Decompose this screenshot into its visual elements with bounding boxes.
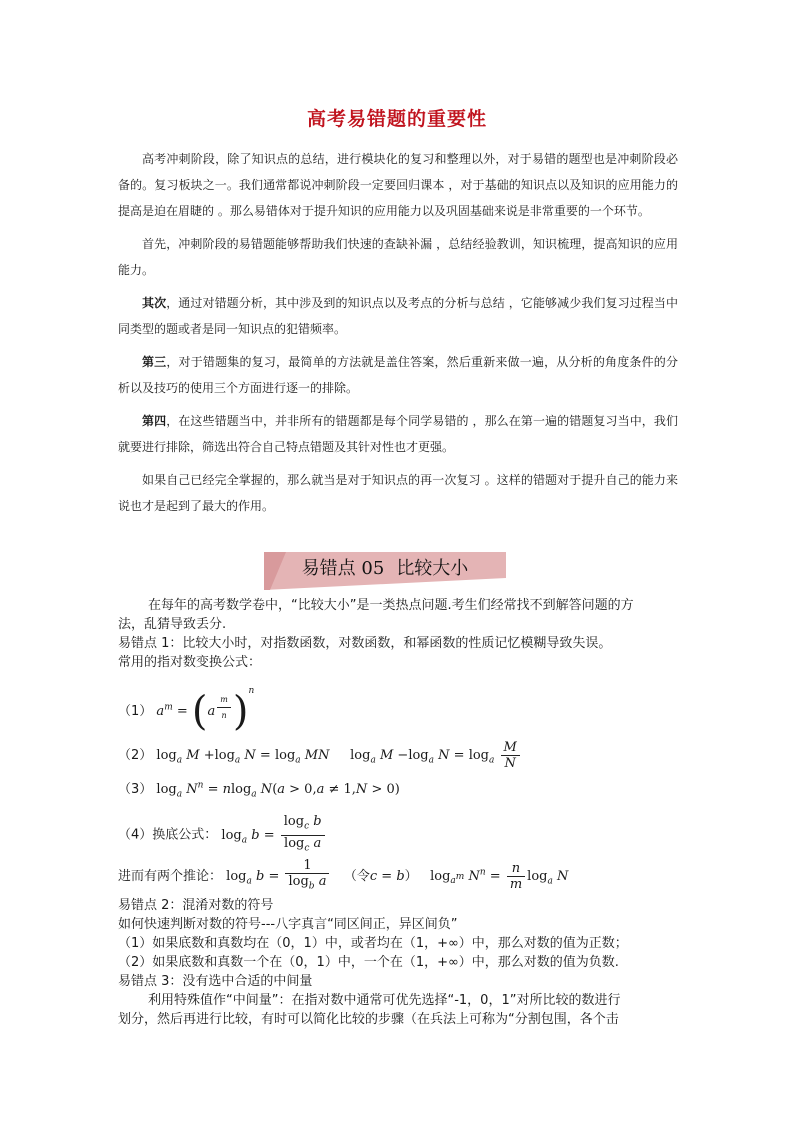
formula-2-label: （2） — [118, 748, 153, 763]
formula-4 — [118, 806, 680, 852]
intro-section — [118, 146, 678, 526]
page-title: 高考易错题的重要性 — [306, 108, 487, 130]
error-point-2: 易错点 2：混淆对数的符号 — [118, 898, 274, 913]
inference-note-open: （令 — [343, 868, 370, 884]
paragraph-body: ，对于错题集的复习，最简单的方法就是盖住答案，然后重新来做一遍，从分析的角度条件的分析以及技巧的使用三个方面进行逐一的排除。 — [118, 355, 678, 395]
formula-4-label: （4）换底公式： — [118, 827, 218, 843]
banner-topic: 比较大小 — [396, 558, 469, 579]
intro-paragraph-5 — [118, 408, 678, 460]
formula-3-expr: $\log_a N^n = nlog_a$ N(a > 0,a ≠ 1,N > 0) — [156, 780, 400, 800]
paragraph-lead: 第三 — [142, 355, 167, 369]
formulas-heading: 常用的指对数变换公式： — [118, 655, 262, 670]
intro-paragraph-6: 如果自己已经完全掌握的，那么就当是对于知识点的再一次复习 。这样的错题对于提升自己的能力来说也才是起到了最大的作用。 — [118, 473, 678, 513]
formula-1 — [118, 672, 680, 735]
paragraph-lead: 其次 — [142, 296, 167, 310]
error-point-3-line-2: 划分，然后再进行比较，有时可以简化比较的步骤（在兵法上可称为“分割包围，各个击 — [118, 1012, 619, 1027]
banner-text — [264, 552, 506, 590]
error-point-3-line-1: 利用特殊值作“中间量”：在指对数中通常可优先选择“-1，0，1”对所比较的数进行 — [148, 993, 621, 1008]
paragraph-lead: 第四 — [142, 414, 167, 428]
error-point-2-rule-2: （2）如果底数和真数一个在（0，1）中，一个在（1，+∞）中，那么对数的值为负数. — [118, 955, 619, 970]
paragraph-body: ，通过对错题分析，其中涉及到的知识点以及考点的分析与总结 ，它能够减少我们复习过程当中同类型的题或者是同一知识点的犯错频率。 — [118, 296, 678, 336]
inference-line — [118, 852, 680, 896]
formula-2-expr: $\log_a M +\log_a$ $N = \log_a$ MN $\log_a M -\log_a$ $N = \log_a$ $\frac{M}{N}$ — [156, 748, 521, 763]
inference-label: 进而有两个推论： — [118, 868, 223, 884]
paragraph-body: ，在这些错题当中，并非所有的错题都是每个同学易错的 ，那么在第一遍的错题复习当中，我们就要进行排除，筛选出符合自己特点错题及其针对性也才更强。 — [118, 414, 678, 454]
inference-note-expr: c = b — [369, 868, 405, 884]
intro-paragraph-1: 高考冲刺阶段，除了知识点的总结，进行模块化的复习和整理以外，对于易错的题型也是冲刺阶段必备的。复习板块之一。我们通常都说冲刺阶段一定要回归课本 ，对于基础的知识点以及知识的应用能力的提高是迫在眉睫的 。那么易错体对于提升知识的应用能力以及巩固基础来说是非常重要的一个环节。 — [118, 152, 678, 218]
formula-3-label: （3） — [118, 782, 153, 797]
formula-1-expr: $a^m = (a$ $^{\frac{m}{n}}$ )$^n$ — [156, 686, 255, 735]
error-point-2-rule-1: （1）如果底数和真数均在（0，1）中，或者均在（1，+∞）中，那么对数的值为正数； — [118, 936, 628, 951]
error-point-3: 易错点 3：没有选中合适的中间量 — [118, 974, 313, 989]
inference-2-expr: $\log_{a^m} N^n$ = $\frac{n}{m}$ $\log_a N$ — [430, 860, 569, 892]
section-banner — [264, 552, 506, 590]
inference-1-expr: $\log_a b$ = $\frac{1}{\log_b a}$ — [226, 869, 331, 884]
error-point-2-question: 如何快速判断对数的符号---八字真言“同区间正，异区间负” — [118, 917, 458, 932]
inference-note-close: ） — [404, 868, 418, 884]
formula-4-expr: $\log_a b$ = $\frac{\log_c b}{\log_c a}$ — [221, 828, 326, 843]
formula-1-label: （1） — [118, 704, 153, 719]
section-lead-line-2: 法，乱猜导致丢分. — [118, 617, 227, 632]
intro-paragraph-4 — [118, 349, 678, 401]
section-body — [118, 596, 680, 1029]
section-lead-line-1: 在每年的高考数学卷中，“比较大小”是一类热点问题.考生们经常找不到解答问题的方 — [148, 598, 634, 613]
formula-2 — [118, 730, 680, 776]
banner-label: 易错点 05 — [301, 558, 385, 579]
intro-paragraph-3 — [118, 290, 678, 342]
formula-3 — [118, 776, 680, 806]
intro-paragraph-2: 首先，冲刺阶段的易错题能够帮助我们快速的查缺补漏 ，总结经验教训，知识梳理，提高知识的应用能力。 — [118, 237, 678, 277]
error-point-1: 易错点 1：比较大小时，对指数函数，对数函数，和幂函数的性质记忆模糊导致失误。 — [118, 636, 612, 651]
